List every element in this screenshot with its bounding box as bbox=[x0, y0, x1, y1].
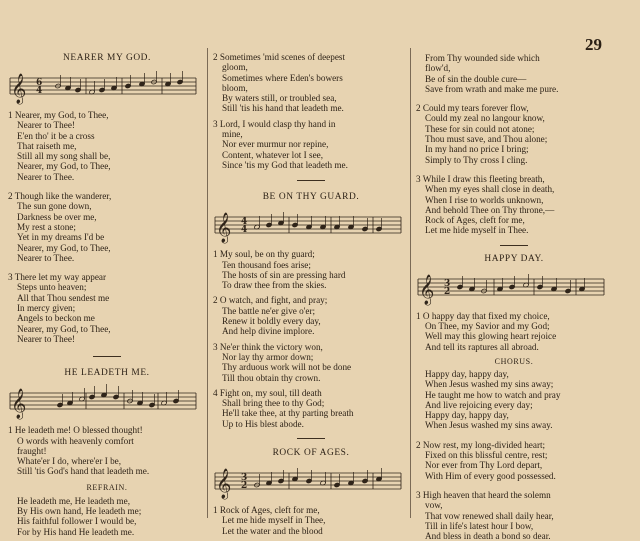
verse-line: 1 Rock of Ages, cleft for me, bbox=[213, 505, 320, 516]
verse-line: Fixed on this blissful centre, rest; bbox=[425, 450, 548, 461]
time-signature: 4 bbox=[241, 225, 248, 236]
verse-2 bbox=[213, 295, 409, 336]
verse-line: Renew it boldly every day, bbox=[222, 316, 321, 327]
column-3 bbox=[416, 0, 612, 541]
verse-line: Up to His blest abode. bbox=[222, 418, 304, 429]
verse-line: Let the water and the blood bbox=[222, 525, 323, 536]
verse-line: 3 While I draw this fleeting breath, bbox=[416, 173, 545, 184]
verse-line: And help divine implore. bbox=[222, 326, 315, 337]
hymn-title-nearer-my-god: NEARER MY GOD. bbox=[63, 53, 151, 63]
verse-line: Simply to Thy cross I cling. bbox=[425, 154, 528, 165]
verse-line: Nearer, my God, to Thee, bbox=[17, 242, 111, 253]
verse-line: Thou must save, and Thou alone; bbox=[425, 134, 548, 145]
verse-line: Rock of Ages, cleft for me, bbox=[425, 215, 525, 226]
verse-line: Since 'tis my God that leadeth me. bbox=[222, 159, 348, 170]
verse-line: By His own hand, He leadeth me; bbox=[17, 506, 142, 517]
verse-line: Still all my song shall be, bbox=[17, 151, 111, 162]
time-signature: 4 bbox=[241, 217, 248, 228]
verse-line: He taught me how to watch and pray bbox=[425, 389, 561, 400]
verse-line: Nor ever murmur nor repine, bbox=[222, 139, 329, 150]
music-staff-happy-day bbox=[416, 265, 612, 311]
time-signature: 2 bbox=[444, 286, 451, 297]
verse-line: gloom, bbox=[222, 62, 248, 73]
verse-line: 1 Nearer, my God, to Thee, bbox=[8, 110, 109, 120]
verse-line: Save from wrath and make me pure. bbox=[425, 83, 559, 94]
verse-1 bbox=[8, 110, 206, 182]
verse-line: He'll take thee, at thy parting breath bbox=[222, 408, 354, 419]
verse-line: E'en tho' it be a cross bbox=[17, 130, 95, 141]
verse-line: In mercy given; bbox=[17, 303, 76, 314]
music-staff-nearer-my-god bbox=[8, 64, 206, 110]
verse-line: 3 Ne'er think the victory won, bbox=[213, 341, 323, 352]
verse-line: Still 'tis his hand that leadeth me. bbox=[222, 103, 344, 114]
verse-line: Whate'er I do, where'er I be, bbox=[17, 456, 122, 467]
verse-line: vow, bbox=[425, 500, 443, 511]
time-signature: 3 bbox=[241, 473, 248, 484]
verse-line: That raiseth me, bbox=[17, 140, 77, 151]
music-staff-be-on-thy-guard bbox=[213, 203, 409, 249]
verse-line: My rest a stone; bbox=[17, 221, 76, 232]
verse-line: The hosts of sin are pressing hard bbox=[222, 269, 346, 280]
chorus-label: CHORUS. bbox=[494, 356, 534, 366]
verse-line: To draw thee from the skies. bbox=[222, 280, 327, 291]
verse-line: The sun gone down, bbox=[17, 201, 92, 212]
verse-line: Let me hide myself in Thee, bbox=[222, 515, 326, 526]
verse-line: And behold Thee on Thy throne,— bbox=[425, 204, 555, 215]
verse-line: Could my zeal no langour know, bbox=[425, 113, 545, 124]
verse-line: His faithful follower I would be, bbox=[17, 516, 137, 527]
verse-line: Sometimes where Eden's bowers bbox=[222, 72, 343, 83]
column-divider bbox=[410, 48, 411, 518]
verse-line: Yet in my dreams I'd be bbox=[17, 232, 105, 243]
verse-line: And bless in death a bond so dear. bbox=[425, 531, 551, 541]
column-divider bbox=[207, 48, 208, 518]
verse-line: Nearer, my God, to Thee, bbox=[17, 161, 111, 172]
column-1 bbox=[8, 0, 206, 537]
hymn-separator bbox=[297, 180, 325, 181]
verse-line: Nearer to Thee. bbox=[17, 171, 75, 182]
treble-clef-icon: 𝄞 bbox=[216, 469, 232, 500]
verse-line: Steps unto heaven; bbox=[17, 282, 87, 293]
verse-3 bbox=[8, 272, 206, 344]
verse-line: When Jesus washed my sins away. bbox=[425, 420, 553, 431]
hymn-separator bbox=[93, 356, 121, 357]
verse-line: Content, whatever lot I see, bbox=[222, 149, 324, 160]
hymn-verses-nearer-my-god bbox=[8, 110, 206, 344]
verse-line: 2 Though like the wanderer, bbox=[8, 191, 112, 202]
verse-line: Nearer to Thee! bbox=[17, 120, 75, 131]
chorus bbox=[416, 369, 612, 431]
verse-line: 3 There let my way appear bbox=[8, 272, 107, 283]
treble-clef-icon: 𝄞 bbox=[11, 74, 27, 104]
verse-line: And tell its raptures all abroad. bbox=[425, 341, 539, 352]
verse-line: 1 My soul, be on thy guard; bbox=[213, 249, 315, 260]
verse-line: 2 Now rest, my long-divided heart; bbox=[416, 439, 546, 450]
treble-clef-icon: 𝄞 bbox=[216, 213, 232, 244]
music-staff-rock-of-ages bbox=[213, 459, 409, 505]
verse-line: Till in life's latest hour I bow, bbox=[425, 520, 534, 531]
verse-line: 2 O watch, and fight, and pray; bbox=[213, 295, 328, 306]
verse-line: Till thou obtain thy crown. bbox=[222, 372, 321, 383]
verse-line: mine, bbox=[222, 129, 243, 140]
verse-line: 1 He leadeth me! O blessed thought! bbox=[8, 425, 143, 436]
hymn-title-happy-day: HAPPY DAY. bbox=[484, 253, 544, 264]
hymn-separator bbox=[500, 245, 528, 246]
hymn-title-be-on-thy-guard: BE ON THY GUARD. bbox=[262, 192, 360, 203]
verse-line: He leadeth me, He leadeth me, bbox=[17, 495, 131, 506]
treble-clef-icon: 𝄞 bbox=[419, 274, 435, 305]
verse-4 bbox=[213, 388, 409, 429]
verse-line: Nearer to Thee! bbox=[17, 333, 75, 344]
verse-line: From Thy wounded side which bbox=[425, 53, 540, 63]
verse-line: Angels to beckon me bbox=[17, 313, 95, 324]
refrain-label: REFRAIN. bbox=[86, 482, 128, 492]
verse-line: 3 High heaven that heard the solemn bbox=[416, 489, 551, 500]
time-signature: 4 bbox=[36, 86, 43, 96]
verse-line: flow'd, bbox=[425, 63, 451, 74]
verse-3 bbox=[213, 119, 409, 170]
verse-line: Be of sin the double cure— bbox=[425, 73, 527, 84]
hymn-title-rock-of-ages: ROCK OF AGES. bbox=[272, 448, 350, 459]
verse-line: With Him of every good possessed. bbox=[425, 470, 556, 481]
verse-1 bbox=[213, 249, 409, 290]
verse-line: O words with heavenly comfort bbox=[17, 435, 134, 446]
verse-line: All that Thou sendest me bbox=[17, 292, 110, 303]
verse-line: fraught! bbox=[17, 445, 47, 456]
verse-line: Nor ever from Thy Lord depart, bbox=[425, 460, 543, 471]
verse-line: 4 Fight on, my soul, till death bbox=[213, 387, 322, 398]
verse-line: Thy arduous work will not be done bbox=[222, 362, 352, 373]
verse-line: bloom, bbox=[222, 82, 248, 93]
verse-2 bbox=[213, 52, 409, 114]
verse-line: Ten thousand foes arise; bbox=[222, 259, 311, 270]
verse-1 bbox=[8, 425, 206, 476]
verse-line: And live rejoicing every day; bbox=[425, 399, 533, 410]
time-signature: 3 bbox=[444, 278, 451, 289]
verse-line: Shall bring thee to thy God; bbox=[222, 398, 325, 409]
verse-2 bbox=[8, 191, 206, 263]
verse-line: Nor lay thy armor down; bbox=[222, 351, 314, 362]
verse-2 bbox=[416, 440, 612, 481]
verse-line: 2 Could my tears forever flow, bbox=[416, 103, 529, 114]
time-signature: 6 bbox=[36, 78, 43, 88]
time-signature: 2 bbox=[241, 481, 248, 492]
page-number: 29 bbox=[585, 35, 602, 54]
verse-line: By waters still, or troubled sea, bbox=[222, 93, 337, 104]
verse-line: The battle ne'er give o'er; bbox=[222, 305, 316, 316]
verse-line: When Jesus washed my sins away; bbox=[425, 379, 554, 390]
verse-line: Nearer to Thee. bbox=[17, 252, 75, 263]
verse-3 bbox=[213, 342, 409, 383]
refrain bbox=[8, 496, 206, 537]
verse-line: 1 O happy day that fixed my choice, bbox=[416, 310, 550, 321]
verse-line: These for sin could not atone; bbox=[425, 123, 535, 134]
verse-line: Happy day, happy day, bbox=[425, 410, 509, 421]
verse-line: Darkness be over me, bbox=[17, 211, 97, 222]
verse-line: 3 Lord, I would clasp thy hand in bbox=[213, 118, 336, 129]
verse-line: Happy day, happy day, bbox=[425, 368, 509, 379]
verse-3 bbox=[416, 490, 612, 541]
verse-1 bbox=[416, 311, 612, 352]
verse-2 bbox=[416, 103, 612, 165]
verse-line: For by His hand He leadeth me. bbox=[17, 526, 135, 537]
verse-line: That vow renewed shall daily hear, bbox=[425, 510, 554, 521]
music-staff-he-leadeth-me bbox=[8, 379, 206, 425]
verse-line: Nearer, my God, to Thee, bbox=[17, 323, 111, 334]
verse-line: On Thee, my Savior and my God; bbox=[425, 321, 550, 332]
hymn-title-he-leadeth-me: HE LEADETH ME. bbox=[64, 368, 150, 379]
verse-line: When my eyes shall close in death, bbox=[425, 184, 555, 195]
verse-line: When I rise to worlds unknown, bbox=[425, 194, 544, 205]
hymn-separator bbox=[297, 438, 325, 439]
verse-1 bbox=[213, 505, 409, 536]
verse-line: In my hand no price I bring; bbox=[425, 144, 529, 155]
verse-1-continued bbox=[416, 53, 612, 94]
column-2 bbox=[213, 0, 409, 536]
verse-3 bbox=[416, 174, 612, 236]
verse-line: Let me hide myself in Thee. bbox=[425, 225, 529, 236]
treble-clef-icon: 𝄞 bbox=[11, 389, 27, 420]
verse-line: Well may this glowing heart rejoice bbox=[425, 331, 557, 342]
verse-line: 2 Sometimes 'mid scenes of deepest bbox=[213, 52, 346, 62]
verse-line: Still 'tis God's hand that leadeth me. bbox=[17, 466, 150, 477]
